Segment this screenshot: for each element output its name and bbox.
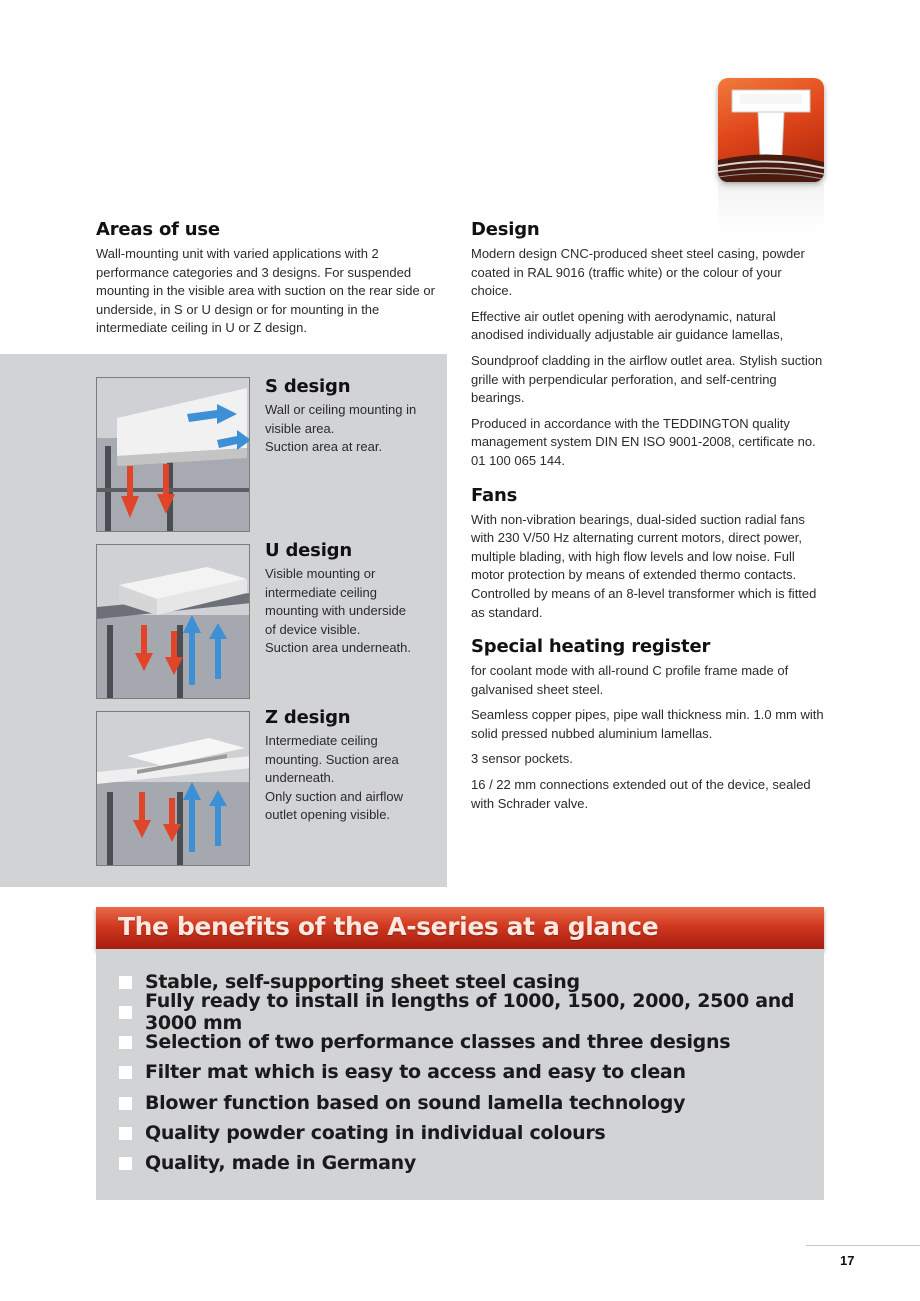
design-paragraph: Produced in accordance with the TEDDINGTON quality management system DIN EN ISO 9001-2008, certificate no. 01 100 065 144. xyxy=(471,415,816,468)
areas-of-use-heading: Areas of use xyxy=(96,219,220,240)
bullet-square-icon xyxy=(119,1036,132,1049)
benefit-text: Fully ready to install in lengths of 1000, 1500, 2000, 2500 and 3000 mm xyxy=(145,990,795,1034)
z-design-title: Z design xyxy=(265,707,351,728)
fans-text: With non-vibration bearings, dual-sided suction radial fans with 230 V/50 Hz alternating current motors, direct power, multiple blading, with high flow levels and low noise. Full motor protection by means of extended thermo contacts. Controlled by means of an 8-level transformer which is fitted as standard. xyxy=(471,511,817,620)
u-design-line: Visible mounting or xyxy=(265,566,376,581)
benefit-item xyxy=(119,1090,685,1116)
benefits-banner xyxy=(96,907,824,949)
bullet-square-icon xyxy=(119,1066,132,1079)
u-design-description xyxy=(265,540,440,658)
benefit-item xyxy=(119,1029,730,1055)
s-design-title: S design xyxy=(265,376,351,397)
u-design-line: Suction area underneath. xyxy=(265,640,411,656)
u-design-image xyxy=(96,544,250,699)
design-paragraph: Modern design CNC-produced sheet steel casing, powder coated in RAL 9016 (traffic white) or the colour of your choice. xyxy=(471,246,805,299)
benefit-text: Blower function based on sound lamella technology xyxy=(145,1092,686,1114)
s-design-line: Suction area at rear. xyxy=(265,439,383,455)
bullet-square-icon xyxy=(119,1006,132,1019)
z-design-line: mounting. Suction area xyxy=(265,751,399,767)
design-paragraph: Soundproof cladding in the airflow outlet area. Stylish suction grille with perpendicular perforation, and self-centring bearings. xyxy=(471,352,823,406)
z-design-line: outlet opening visible. xyxy=(265,807,391,823)
bullet-square-icon xyxy=(119,1157,132,1170)
design-heading: Design xyxy=(471,219,540,240)
benefits-title: The benefits of the A-series at a glance xyxy=(118,912,659,941)
z-design-illustration-icon xyxy=(97,712,250,866)
design-paragraph: Effective air outlet opening with aerodynamic, natural anodised individually adjustable air guidance lamellas, xyxy=(471,308,784,343)
benefit-text: Quality, made in Germany xyxy=(145,1152,416,1174)
s-design-image xyxy=(96,377,250,532)
benefit-item xyxy=(119,1150,416,1176)
benefit-item xyxy=(119,1059,686,1085)
benefit-item xyxy=(119,1120,605,1146)
benefit-text: Filter mat which is easy to access and easy to clean xyxy=(145,1061,686,1083)
z-design-line: Intermediate ceiling xyxy=(265,733,378,748)
heating-paragraph: 16 / 22 mm connections extended out of the device, sealed with Schrader valve. xyxy=(471,777,811,811)
heating-heading: Special heating register xyxy=(471,636,711,658)
teddington-logo xyxy=(718,78,824,182)
bullet-square-icon xyxy=(119,976,132,989)
page-number-rule xyxy=(806,1245,920,1246)
u-design-line: intermediate ceiling xyxy=(265,584,378,600)
benefit-text: Stable, self-supporting sheet steel casing xyxy=(145,971,580,993)
page-number: 17 xyxy=(840,1253,855,1268)
teddington-t-logo-icon xyxy=(718,78,824,182)
areas-of-use-text: Wall-mounting unit with varied applications with 2 performance categories and 3 designs. For suspended mounting in the visible area with suction on the rear side or underside, in S or U design or for mounting in the intermediate ceiling in U or Z design. xyxy=(96,246,435,336)
design-section xyxy=(471,219,826,820)
fans-heading: Fans xyxy=(471,484,518,506)
s-design-line: Wall or ceiling mounting in xyxy=(265,402,417,417)
benefit-text: Quality powder coating in individual colours xyxy=(145,1122,606,1144)
z-design-description xyxy=(265,707,440,825)
benefit-text: Selection of two performance classes and three designs xyxy=(145,1031,731,1053)
u-design-title: U design xyxy=(265,540,352,561)
z-design-line: Only suction and airflow xyxy=(265,788,404,804)
bullet-square-icon xyxy=(119,1097,132,1110)
z-design-line: underneath. xyxy=(265,770,335,786)
benefit-item xyxy=(119,990,824,1034)
heating-paragraph: 3 sensor pockets. xyxy=(471,751,573,767)
bullet-square-icon xyxy=(119,1127,132,1140)
u-design-line: of device visible. xyxy=(265,621,361,637)
s-design-description xyxy=(265,376,440,457)
s-design-illustration-icon xyxy=(97,378,250,532)
heating-paragraph: for coolant mode with all-round C profile frame made of galvanised sheet steel. xyxy=(471,663,789,697)
u-design-illustration-icon xyxy=(97,545,250,699)
z-design-image xyxy=(96,711,250,866)
areas-of-use-section xyxy=(96,219,441,345)
u-design-line: mounting with underside xyxy=(265,603,406,619)
benefits-panel xyxy=(96,949,824,1200)
heating-paragraph: Seamless copper pipes, pipe wall thickness min. 1.0 mm with solid pressed nubbed aluminium lamellas. xyxy=(471,707,824,741)
s-design-line: visible area. xyxy=(265,420,335,436)
